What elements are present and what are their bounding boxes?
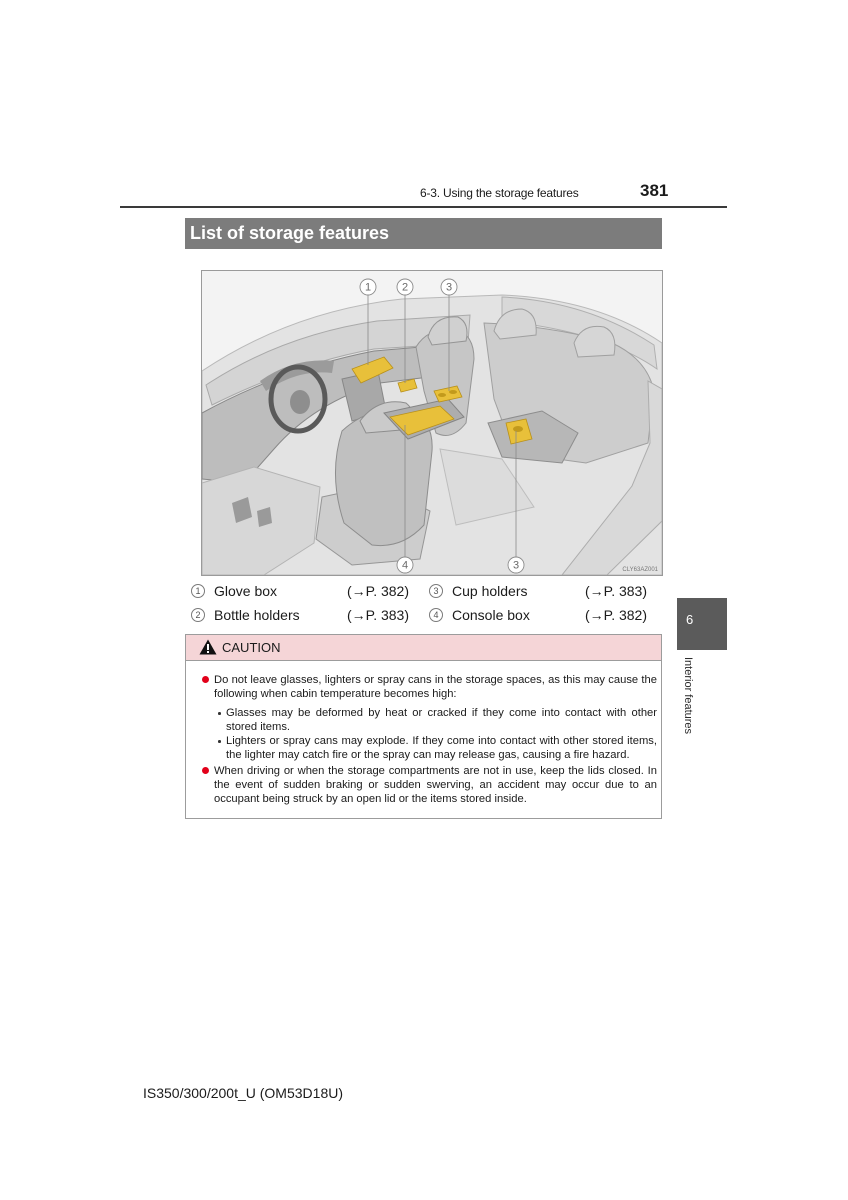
callout-marker: [397, 279, 413, 295]
legend-number-marker: 4: [429, 608, 443, 622]
legend-label: Cup holders: [452, 583, 528, 599]
legend-number-marker: 2: [191, 608, 205, 622]
image-code: CLY63AZ001: [622, 567, 658, 573]
callout-number: 1: [364, 281, 372, 294]
callout-number: 2: [401, 281, 409, 294]
callout-marker: [397, 557, 413, 573]
chapter-title: Interior features: [682, 657, 694, 735]
caution-sub-list: [214, 706, 657, 762]
model-code-footer: IS350/300/200t_U (OM53D18U): [143, 1085, 343, 1101]
legend-label: Bottle holders: [214, 607, 300, 623]
caution-text: Do not leave glasses, lighters or spray cans in the storage spaces, as this may cause the following when cabin temperature becomes high:: [214, 674, 657, 700]
page-number: 381: [640, 181, 669, 200]
caution-sub-item: [226, 706, 657, 734]
callout-number: 3: [445, 281, 453, 294]
sub-bullet-icon: [218, 740, 221, 743]
warning-triangle-icon: [199, 639, 217, 655]
page-reference: (→P. 383): [585, 583, 647, 599]
callout-marker: [508, 557, 524, 573]
page-reference: (→P. 383): [347, 607, 409, 623]
caution-box: [185, 634, 662, 819]
cup-holder-well: [513, 426, 523, 432]
section-title: List of storage features: [190, 223, 390, 243]
callout-number: 4: [401, 559, 409, 572]
storage-features-figure: [201, 270, 663, 576]
car-interior-illustration: [202, 271, 662, 575]
caution-heading: CAUTION: [222, 640, 281, 655]
legend-label: Console box: [452, 607, 530, 623]
chapter-tab: [677, 598, 727, 650]
section-title-bar: [185, 218, 662, 249]
callout-marker: [360, 279, 376, 295]
page-reference: (→P. 382): [585, 607, 647, 623]
red-bullet-icon: [202, 676, 209, 683]
caution-sub-item: [226, 734, 657, 762]
header-rule: [120, 206, 727, 208]
caution-body: [186, 661, 661, 818]
legend-number-marker: 3: [429, 584, 443, 598]
running-header-section: 6-3. Using the storage features: [420, 186, 579, 200]
caution-sub-text: Glasses may be deformed by heat or cracked if they come into contact with other stored items.: [226, 707, 657, 733]
caution-text: When driving or when the storage compartments are not in use, keep the lids closed. In the event of sudden braking or sudden swerving, an accident may occur due to an occupant being struck by an open lid or the items stored inside.: [214, 765, 657, 805]
caution-item: [214, 673, 657, 762]
legend-number-marker: 1: [191, 584, 205, 598]
cup-holder-well: [449, 390, 457, 394]
legend-label: Glove box: [214, 583, 278, 599]
sub-bullet-icon: [218, 712, 221, 715]
callout-number: 3: [512, 559, 520, 572]
chapter-number: 6: [686, 612, 694, 627]
steering-wheel-hub: [290, 390, 310, 414]
caution-sub-text: Lighters or spray cans may explode. If they come into contact with other stored items, the lighter may catch fire or the spray can may release gas, causing a fire hazard.: [226, 735, 657, 761]
caution-item: [214, 764, 657, 806]
red-bullet-icon: [202, 767, 209, 774]
callout-marker: [441, 279, 457, 295]
cup-holder-well: [438, 393, 446, 397]
caution-header: [186, 635, 661, 661]
page-reference: (→P. 382): [347, 583, 409, 599]
